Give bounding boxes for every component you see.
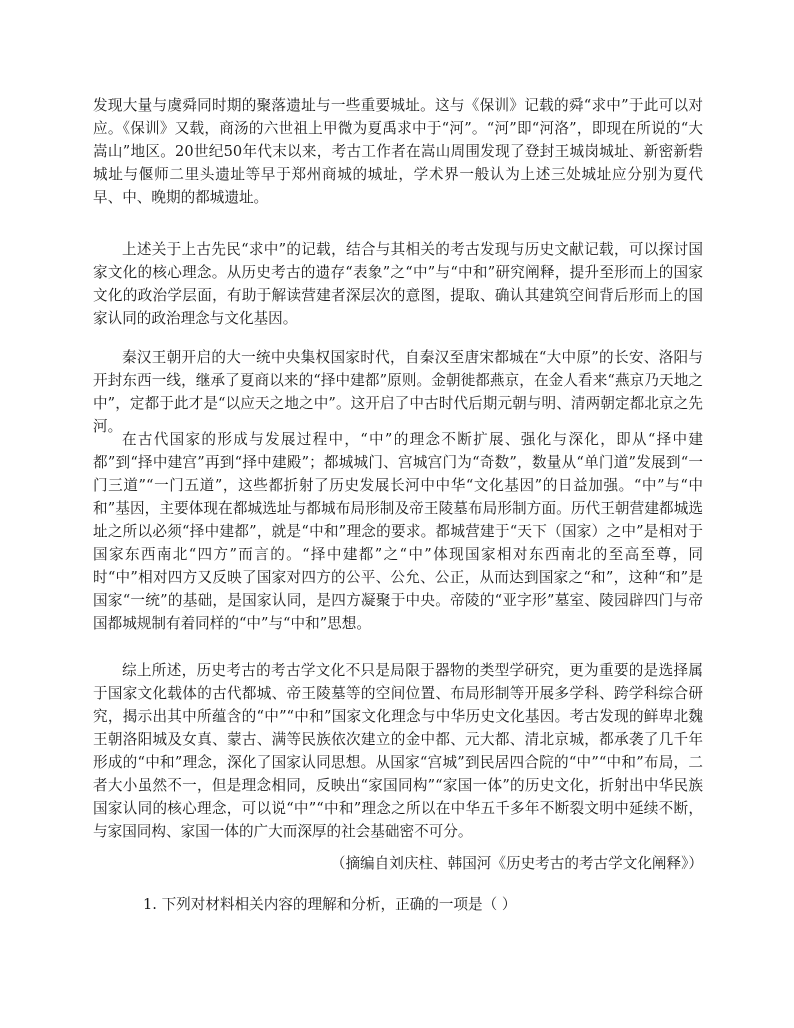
paragraph-3: 秦汉王朝开启的大一统中央集权国家时代，自秦汉至唐宋都城在“大中原”的长安、洛阳与开封东西一线，继承了夏商以来的“择中建都”原则。金朝徙都燕京，在金人看来“燕京乃天地之中”，定都于此才是“以应天之地之中”。这开启了中古时代后期元朝与明、清两朝定都北京之先河。 [93,349,703,435]
paragraph-5: 综上所述，历史考古的考古学文化不只是局限于器物的类型学研究，更为重要的是选择属于国家文化载体的古代都城、帝王陵墓等的空间位置、布局形制等开展多学科、跨学科综合研究，揭示出其中所蕴含的“中”“中和”国家文化理念与中华历史文化基因。考古发现的鲜卑北魏王朝洛阳城及女真、蒙古、满等民族依次建立的金中都、元大都、清北京城，都承袭了几千年形成的“中和”理念，深化了国家认同思想。从国家“宫城”到民居四合院的“中”“中和”布局，二者大小虽然不一，但是理念相同，反映出“家国同构”“家国一体”的历史文化，折射出中华民族国家认同的核心理念，可以说“中”“中和”理念之所以在中华五千多年不断裂文明中延续不断，与家国同构、家国一体的广大而深厚的社会基础密不可分。 [93,662,703,840]
paragraph-2: 上述关于上古先民“求中”的记载，结合与其相关的考古发现与历史文献记载，可以探讨国家文化的核心理念。从历史考古的遗存“表象”之“中”与“中和”研究阐释，提升至形而上的国家文化的政治学层面，有助于解读营建者深层次的意图，提取、确认其建筑空间背后形而上的国家认同的政治理念与文化基因。 [93,241,703,327]
source-citation: （摘编自刘庆柱、韩国河《历史考古的考古学文化阐释》） [330,855,703,872]
paragraph-4: 在古代国家的形成与发展过程中，“中”的理念不断扩展、强化与深化，即从“择中建都”到“择中建宫”再到“择中建殿”；都城城门、宫城宫门为“奇数”，数量从“单门道”发展到“一门三道”“一门五道”，这些都折射了历史发展长河中中华“文化基因”的日益加强。“中”与“中和”基因，主要体现在都城选址与都城布局形制及帝王陵墓布局形制方面。历代王朝营建都城选址之所以必须“择中建都”，就是“中和”理念的要求。都城营建于“天下（国家）之中”是相对于国家东西南北“四方”而言的。“择中建都”之“中”体现国家相对东西南北的至高至尊，同时“中”相对四方又反映了国家对四方的公平、公允、公正，从而达到国家之“和”，这种“和”是国家“一统”的基础，是国家认同，是四方凝聚于中央。帝陵的“亚字形”墓室、陵园辟四门与帝国都城规制有着同样的“中”与“中和”思想。 [93,431,703,632]
question-1: 1. 下列对材料相关内容的理解和分析，正确的一项是（ ） [143,896,517,913]
paragraph-1: 发现大量与虞舜同时期的聚落遗址与一些重要城址。这与《保训》记载的舜“求中”于此可以对应。《保训》又载，商汤的六世祖上甲微为夏禹求中于“河”。“河”即“河洛”，即现在所说的“大嵩山”地区。20世纪50年代末以来，考古工作者在嵩山周围发现了登封王城岗城址、新密新砦城址与偃师二里头遗址等早于郑州商城的城址，学术界一般认为上述三处城址应分别为夏代早、中、晚期的都城遗址。 [93,97,703,206]
